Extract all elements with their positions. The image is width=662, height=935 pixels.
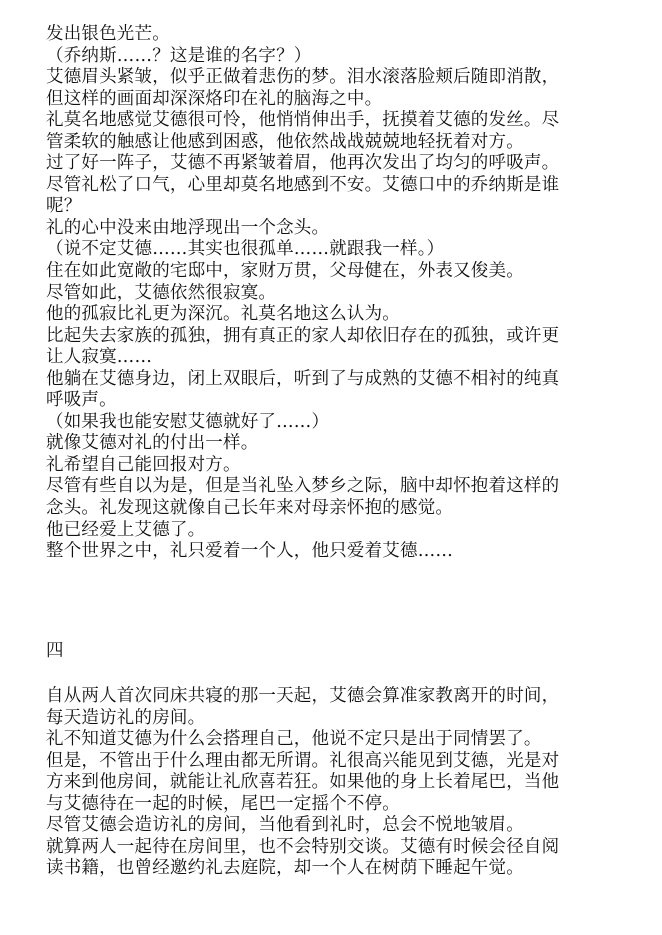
text-line: 他躺在艾德身边，闭上双眼后，听到了与成熟的艾德不相衬的纯真: [46, 368, 560, 389]
text-line: 读书籍，也曾经邀约礼去庭院，却一个人在树荫下睡起午觉。: [46, 858, 524, 879]
text-line: 就像艾德对礼的付出一样。: [46, 433, 259, 454]
text-line: 每天造访礼的房间。: [46, 707, 206, 728]
text-line: 自从两人首次同床共寝的那一天起，艾德会算准家教离开的时间，: [46, 686, 560, 706]
text-line: 但是，不管出于什么理由都无所谓。礼很高兴能见到艾德，光是对: [46, 750, 560, 771]
text-line: （说不定艾德……其实也很孤单……就跟我一样。）: [46, 239, 445, 260]
text-line: 尽管礼松了口气，心里却莫名地感到不安。艾德口中的乔纳斯是谁: [46, 174, 560, 195]
text-line: 发出银色光芒。: [46, 24, 170, 44]
text-line: 尽管有些自以为是，但是当礼坠入梦乡之际，脑中却怀抱着这样的: [46, 476, 560, 497]
text-line: （如果我也能安慰艾德就好了……）: [46, 411, 330, 432]
text-line: 让人寂寞……: [46, 347, 153, 368]
section-one: [46, 24, 626, 563]
text-line: 他已经爱上艾德了。: [46, 519, 206, 540]
text-line: 礼莫名地感觉艾德很可怜，他悄悄伸出手，抚摸着艾德的发丝。尽: [46, 110, 560, 131]
text-line: 礼的心中没来由地浮现出一个念头。: [46, 217, 330, 238]
text-line: 尽管艾德会造访礼的房间，当他看到礼时，总会不悦地皱眉。: [46, 815, 524, 836]
text-line: 方来到他房间，就能让礼欣喜若狂。如果他的身上长着尾巴，当他: [46, 772, 560, 793]
text-line: 住在如此宽敞的宅邸中，家财万贯，父母健在，外表又俊美。: [46, 261, 524, 282]
text-line: 礼希望自己能回报对方。: [46, 454, 241, 475]
text-line: 尽管如此，艾德依然很寂寞。: [46, 282, 277, 303]
text-line: 管柔软的触感让他感到困惑，他依然战战兢兢地轻抚着对方。: [46, 131, 524, 152]
text-line: 比起失去家族的孤独，拥有真正的家人却依旧存在的孤独，或许更: [46, 325, 560, 346]
text-line: 念头。礼发现这就像自己长年来对母亲怀抱的感觉。: [46, 498, 454, 519]
text-line: 他的孤寂比礼更为深沉。礼莫名地这么认为。: [46, 304, 400, 325]
text-line: 过了好一阵子，艾德不再紧皱着眉，他再次发出了均匀的呼吸声。: [46, 153, 560, 174]
text-line: 呢？: [46, 196, 82, 217]
section-two: [46, 686, 626, 880]
text-line: 艾德眉头紧皱，似乎正做着悲伤的梦。泪水滚落脸颊后随即消散，: [46, 67, 560, 88]
text-line: 呼吸声。: [46, 390, 117, 411]
chapter-heading: 四: [46, 641, 64, 661]
text-line: 但这样的画面却深深烙印在礼的脑海之中。: [46, 88, 383, 109]
text-line: 整个世界之中，礼只爱着一个人，他只爱着艾德……: [46, 541, 454, 562]
text-line: （乔纳斯……？这是谁的名字？）: [46, 45, 312, 66]
text-line: 与艾德待在一起的时候，尾巴一定摇个不停。: [46, 793, 400, 814]
chapter-heading-block: [46, 641, 626, 663]
text-line: 礼不知道艾德为什么会搭理自己，他说不定只是出于同情罢了。: [46, 729, 542, 750]
text-line: 就算两人一起待在房间里，也不会特别交谈。艾德有时候会径自阅: [46, 836, 560, 857]
